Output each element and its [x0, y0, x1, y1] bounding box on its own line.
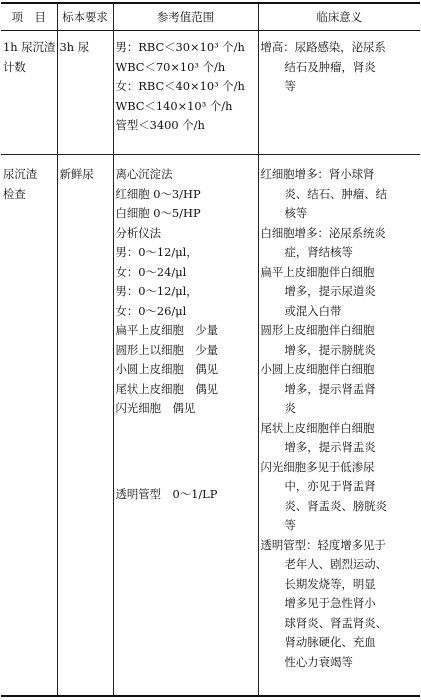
reference-line: 离心沉淀法	[115, 167, 173, 181]
specimen-cell	[57, 155, 113, 697]
header-item: 项 目	[1, 3, 57, 31]
meaning-line: 等	[284, 518, 296, 532]
meaning-line: 炎、肾盂炎、膀胱炎	[284, 498, 388, 513]
item-text: 检查	[3, 186, 26, 201]
urine-sediment-table	[1, 2, 420, 697]
reference-line: WBC＜70×10³ 个/h	[115, 59, 226, 74]
reference-line: 白细胞 0～5/HP	[115, 206, 201, 220]
header-meaning: 临床意义	[258, 3, 420, 31]
meaning-line: 中，亦见于肾盂肾	[284, 479, 376, 493]
reference-line: 小圆上皮细胞 偶见	[115, 362, 219, 376]
meaning-line: 小圆上皮细胞伴白细胞	[260, 362, 375, 376]
reference-line: 尾状上皮细胞 偶见	[115, 381, 219, 396]
reference-line: 扁平上皮细胞 少量	[115, 323, 219, 337]
meaning-cell	[258, 31, 420, 155]
specimen-cell	[57, 31, 113, 155]
reference-cell	[113, 155, 258, 697]
reference-line: WBC＜140×10³ 个/h	[115, 98, 233, 113]
table-row	[1, 155, 420, 697]
meaning-line: 增多，提示肾盂肾	[284, 381, 376, 396]
meaning-line: 增高：尿路感染，泌尿系	[260, 40, 386, 54]
reference-line: 男：0～12/μl，	[115, 284, 198, 298]
item-text: 尿沉渣	[3, 167, 38, 181]
meaning-line: 增多见于急性肾小	[284, 596, 376, 610]
header-specimen: 标本要求	[57, 3, 113, 31]
meaning-line: 性心力衰竭等	[284, 654, 353, 669]
specimen-text: 新鲜尿	[59, 167, 94, 181]
meaning-line: 增多，提示膀胱炎	[284, 342, 376, 357]
reference-line: 女：RBC＜40×10³ 个/h	[115, 79, 245, 93]
meaning-line: 长期发烧等，明显	[284, 576, 376, 591]
meaning-line: 症，肾结核等	[284, 245, 353, 259]
reference-cell	[113, 31, 258, 155]
reference-line: 分析仪法	[115, 225, 162, 240]
meaning-line: 等	[284, 79, 296, 93]
item-text: 计数	[3, 59, 26, 74]
reference-line: 男：0～12/μl，	[115, 245, 198, 259]
meaning-line: 炎	[284, 401, 296, 415]
reference-line: 女：0～26/μl	[115, 303, 187, 318]
meaning-line: 红细胞增多：肾小球肾	[260, 167, 375, 181]
header-row	[1, 3, 420, 31]
meaning-line: 结石及肿瘤，肾炎	[284, 59, 376, 74]
meaning-line: 尾状上皮细胞伴白细胞	[260, 420, 375, 435]
meaning-line: 扁平上皮细胞伴白细胞	[260, 264, 375, 279]
meaning-line: 闪光细胞多见于低渗尿	[260, 459, 375, 474]
meaning-line: 核等	[284, 206, 308, 220]
specimen-text: 3h 尿	[59, 40, 90, 54]
item-cell	[1, 155, 57, 697]
meaning-line: 白细胞增多：泌尿系统炎	[260, 225, 386, 240]
meaning-line: 透明管型：轻度增多见于	[260, 537, 386, 552]
meaning-line: 老年人、剧烈运动、	[284, 557, 388, 571]
meaning-line: 肾动脉硬化、充血	[284, 635, 376, 649]
meaning-line: 或混入白带	[284, 303, 342, 318]
reference-line: 女：0～24/μl	[115, 264, 187, 279]
spacer	[116, 419, 256, 485]
reference-line: 圆形上以细胞 少量	[115, 342, 219, 357]
meaning-line: 炎、结石、肿瘤、结	[284, 186, 388, 201]
reference-line: 闪光细胞 偶见	[115, 401, 196, 415]
meaning-line: 增多，提示肾盂炎	[284, 440, 376, 454]
header-reference: 参考值范围	[113, 3, 258, 31]
reference-line: 透明管型 0～1/LP	[115, 486, 218, 501]
table-row	[1, 31, 420, 155]
item-cell	[1, 31, 57, 155]
meaning-line: 球肾炎、肾盂肾炎、	[284, 615, 388, 630]
reference-line: 管型＜3400 个/h	[115, 118, 205, 132]
meaning-cell	[258, 155, 420, 697]
item-text: 1h 尿沉渣	[3, 40, 56, 54]
reference-line: 男：RBC＜30×10³ 个/h	[115, 40, 245, 54]
meaning-line: 圆形上皮细胞伴白细胞	[260, 323, 375, 337]
meaning-line: 增多，提示尿道炎	[284, 284, 376, 298]
reference-line: 红细胞 0～3/HP	[115, 186, 201, 201]
